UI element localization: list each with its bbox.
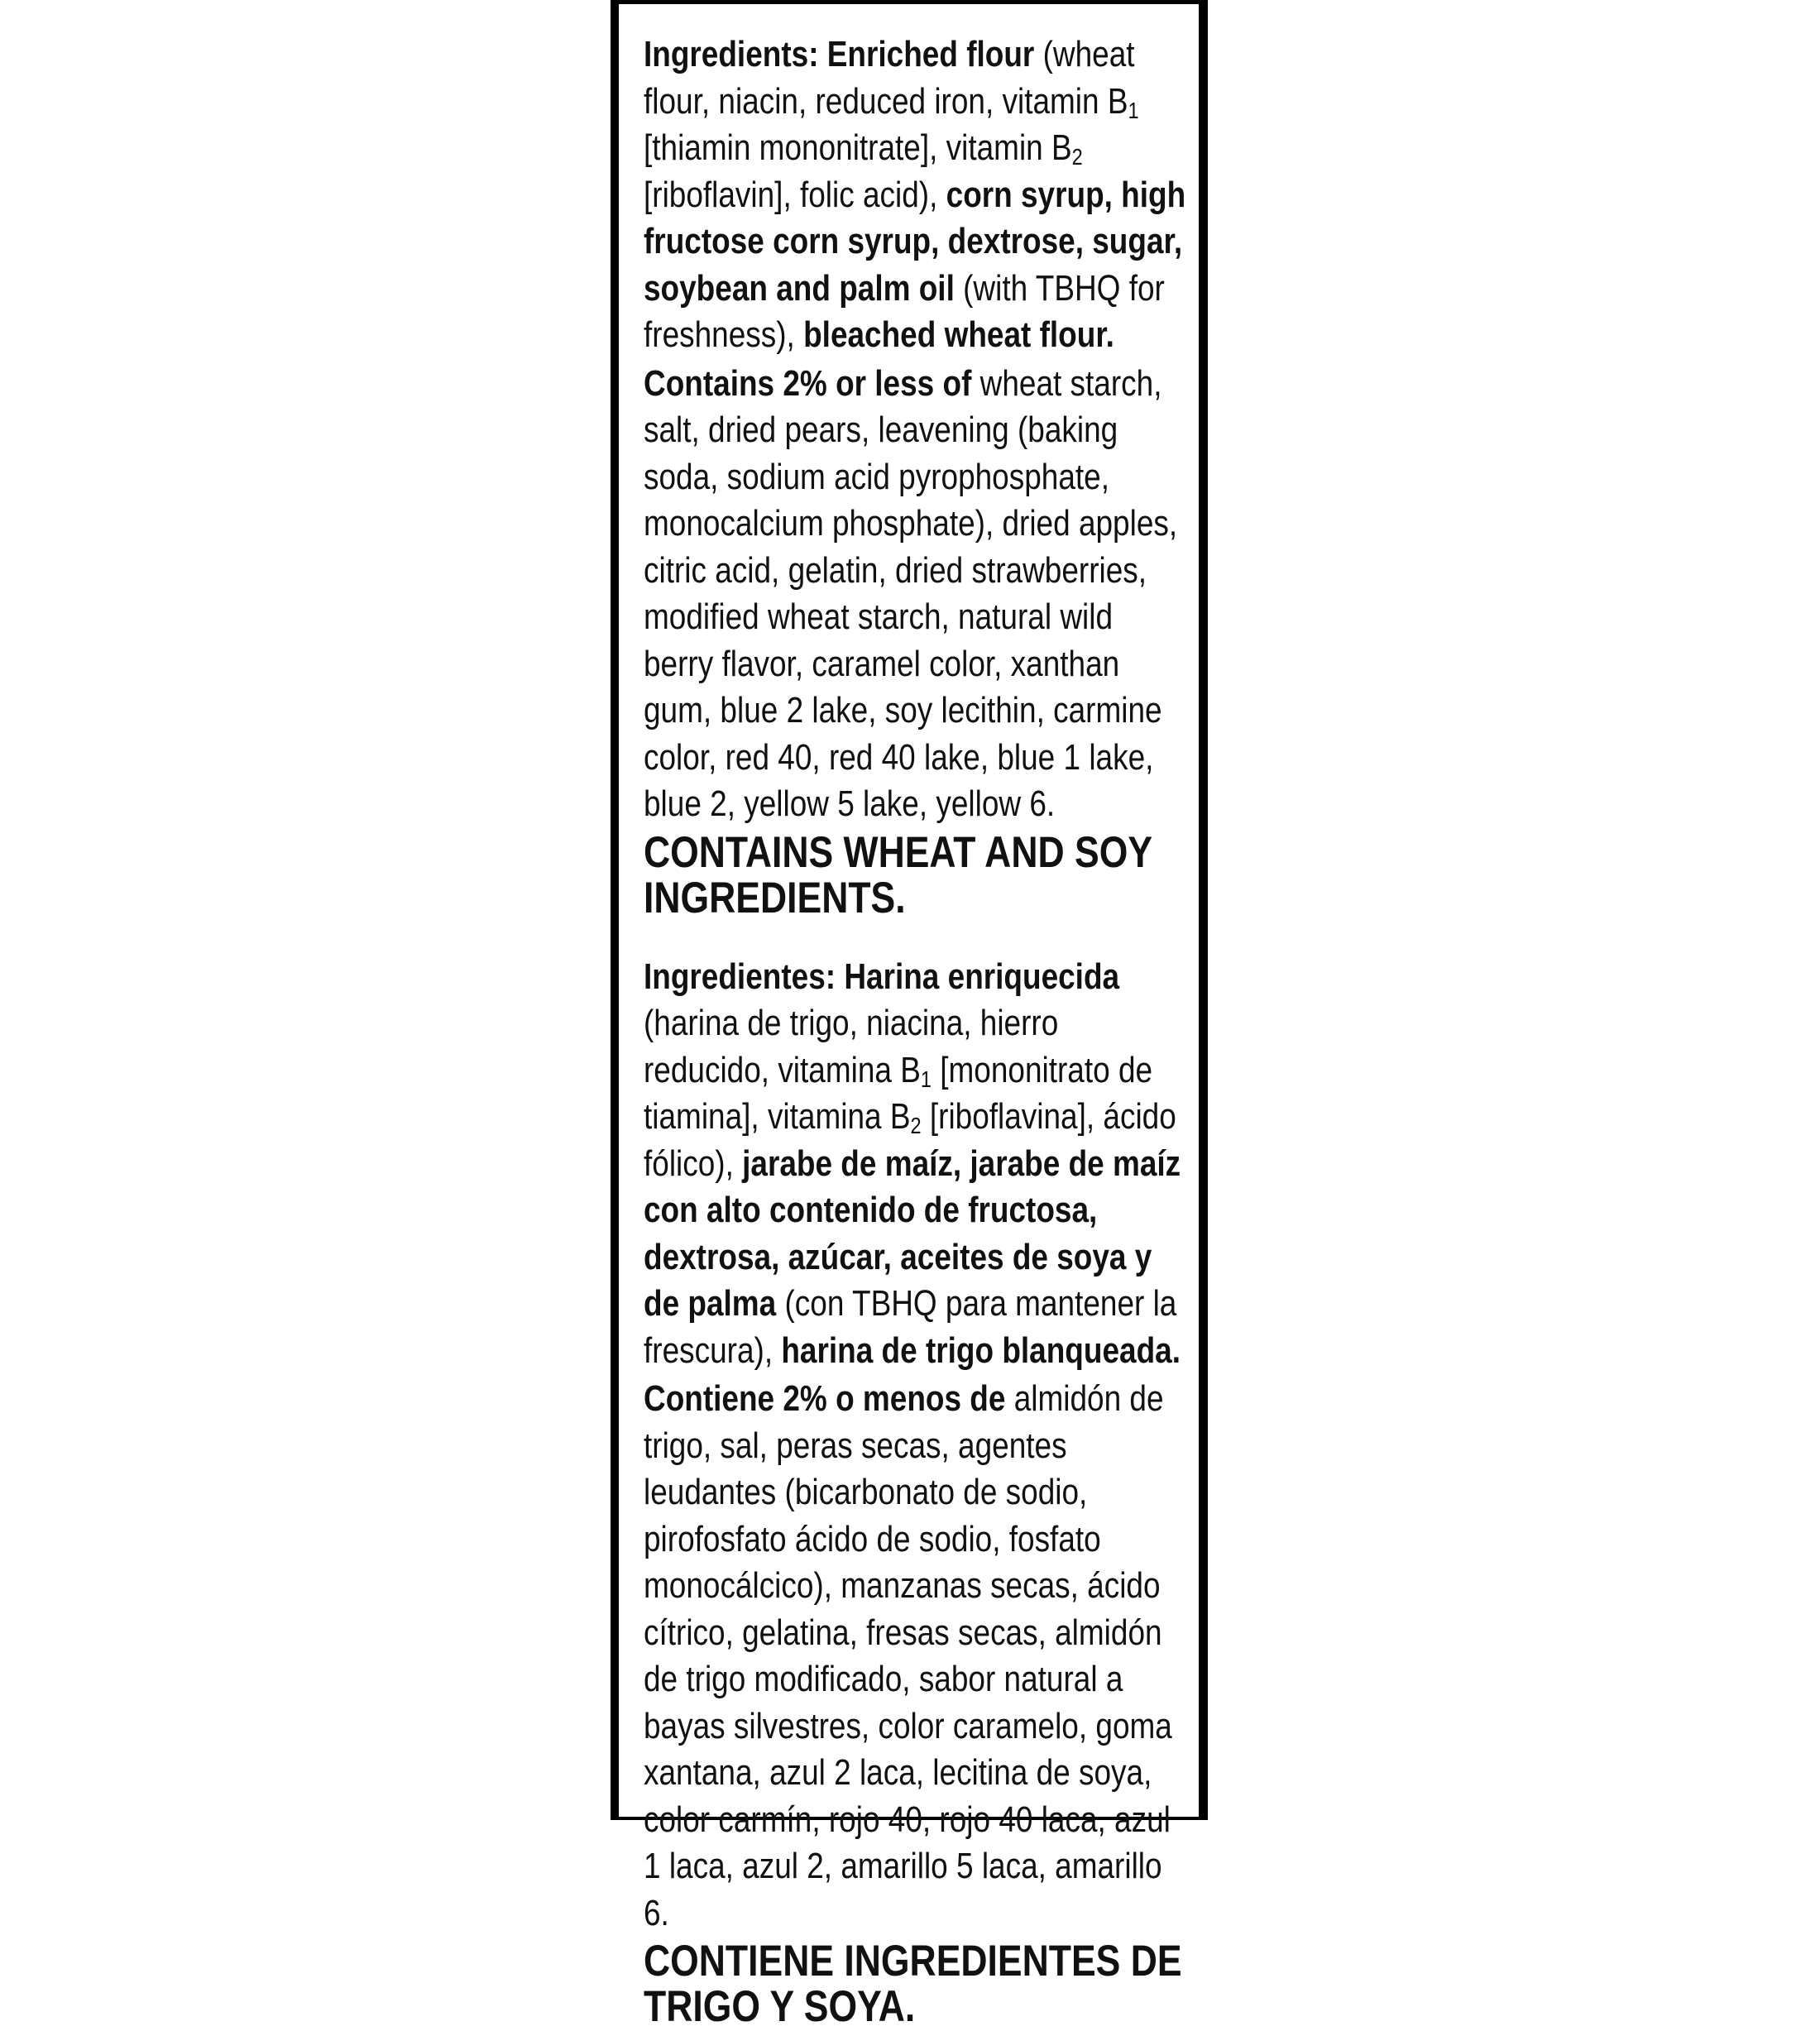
ingredients-content bbox=[644, 31, 1186, 2031]
spanish-ingredients-paragraph bbox=[644, 954, 1185, 1375]
subscript-number: 2 bbox=[1071, 144, 1083, 170]
ingredient-text: (con TBHQ para mantener la frescura), bbox=[644, 1283, 1177, 1371]
ingredient-text: [riboflavin], folic acid), bbox=[644, 174, 946, 215]
ingredient-text: [mononitrato de tiamina], vitamina B bbox=[644, 1049, 1153, 1137]
bold-ingredient-text: harina de trigo blanqueada. bbox=[781, 1329, 1181, 1371]
bold-ingredient-text: Ingredientes: Harina enriquecida bbox=[644, 956, 1120, 997]
bold-ingredient-text: jarabe de maíz, jarabe de maíz con alto contenido de fructosa, dextrosa, azúcar, aceites de soya y de palma bbox=[644, 1142, 1181, 1324]
english-ingredients-paragraph bbox=[644, 31, 1185, 359]
ingredient-text: (harina de trigo, niacina, hierro reducido, vitamina B bbox=[644, 1003, 1059, 1090]
subscript-number: 1 bbox=[1128, 97, 1139, 123]
bold-ingredient-text: Contiene 2% o menos de bbox=[644, 1378, 1006, 1419]
bold-ingredient-text: bleached wheat flour. bbox=[803, 314, 1114, 355]
subscript-number: 1 bbox=[920, 1066, 932, 1092]
subscript-number: 2 bbox=[910, 1113, 922, 1138]
bold-ingredient-text: Ingredients: Enriched flour bbox=[644, 34, 1035, 74]
ingredient-text: wheat starch, salt, dried pears, leavening (baking soda, sodium acid pyrophosphate, monocalcium phosphate), dried apples, citric acid, gelatin, dried strawberries, modified wheat starch, natural wild berry flavor, caramel color, xanthan gum, blue 2 lake, soy lecithin, carmine color, red 40, red 40 lake, blue 1 lake, blue 2, yellow 5 lake, yellow 6. bbox=[644, 362, 1178, 824]
bold-ingredient-text: corn syrup, high fructose corn syrup, dextrose, sugar, soybean and palm oil bbox=[644, 174, 1186, 309]
ingredient-text: [riboflavina], ácido fólico), bbox=[644, 1096, 1176, 1184]
english-minor-ingredients-paragraph bbox=[644, 361, 1185, 828]
ingredient-text: [thiamin mononitrate], vitamin B bbox=[644, 127, 1072, 168]
english-allergen-statement: CONTAINS WHEAT AND SOY INGREDIENTS. bbox=[644, 827, 1152, 922]
spanish-allergen-statement: CONTIENE INGREDIENTES DE TRIGO Y SOYA. bbox=[644, 1937, 1182, 2031]
bold-ingredient-text: Contains 2% or less of bbox=[644, 362, 972, 404]
ingredient-text: almidón de trigo, sal, peras secas, agentes leudantes (bicarbonato de sodio, pirofosfato ácido de sodio, fosfato monocálcico), manzanas secas, ácido cítrico, gelatina, fresas secas, almidón de trigo modificado, sabor natural a bayas silvestres, color caramelo, goma xantana, azul 2 laca, lecitina de soya, color carmín, rojo 40, rojo 40 laca, azul 1 laca, azul 2, amarillo 5 laca, amarillo 6. bbox=[644, 1378, 1172, 1933]
ingredients-panel bbox=[611, 0, 1208, 2031]
spanish-minor-ingredients-paragraph bbox=[644, 1376, 1185, 1937]
ingredient-text: (wheat flour, niacin, reduced iron, vitamin B bbox=[644, 34, 1135, 122]
ingredient-text: (with TBHQ for freshness), bbox=[644, 267, 1165, 355]
